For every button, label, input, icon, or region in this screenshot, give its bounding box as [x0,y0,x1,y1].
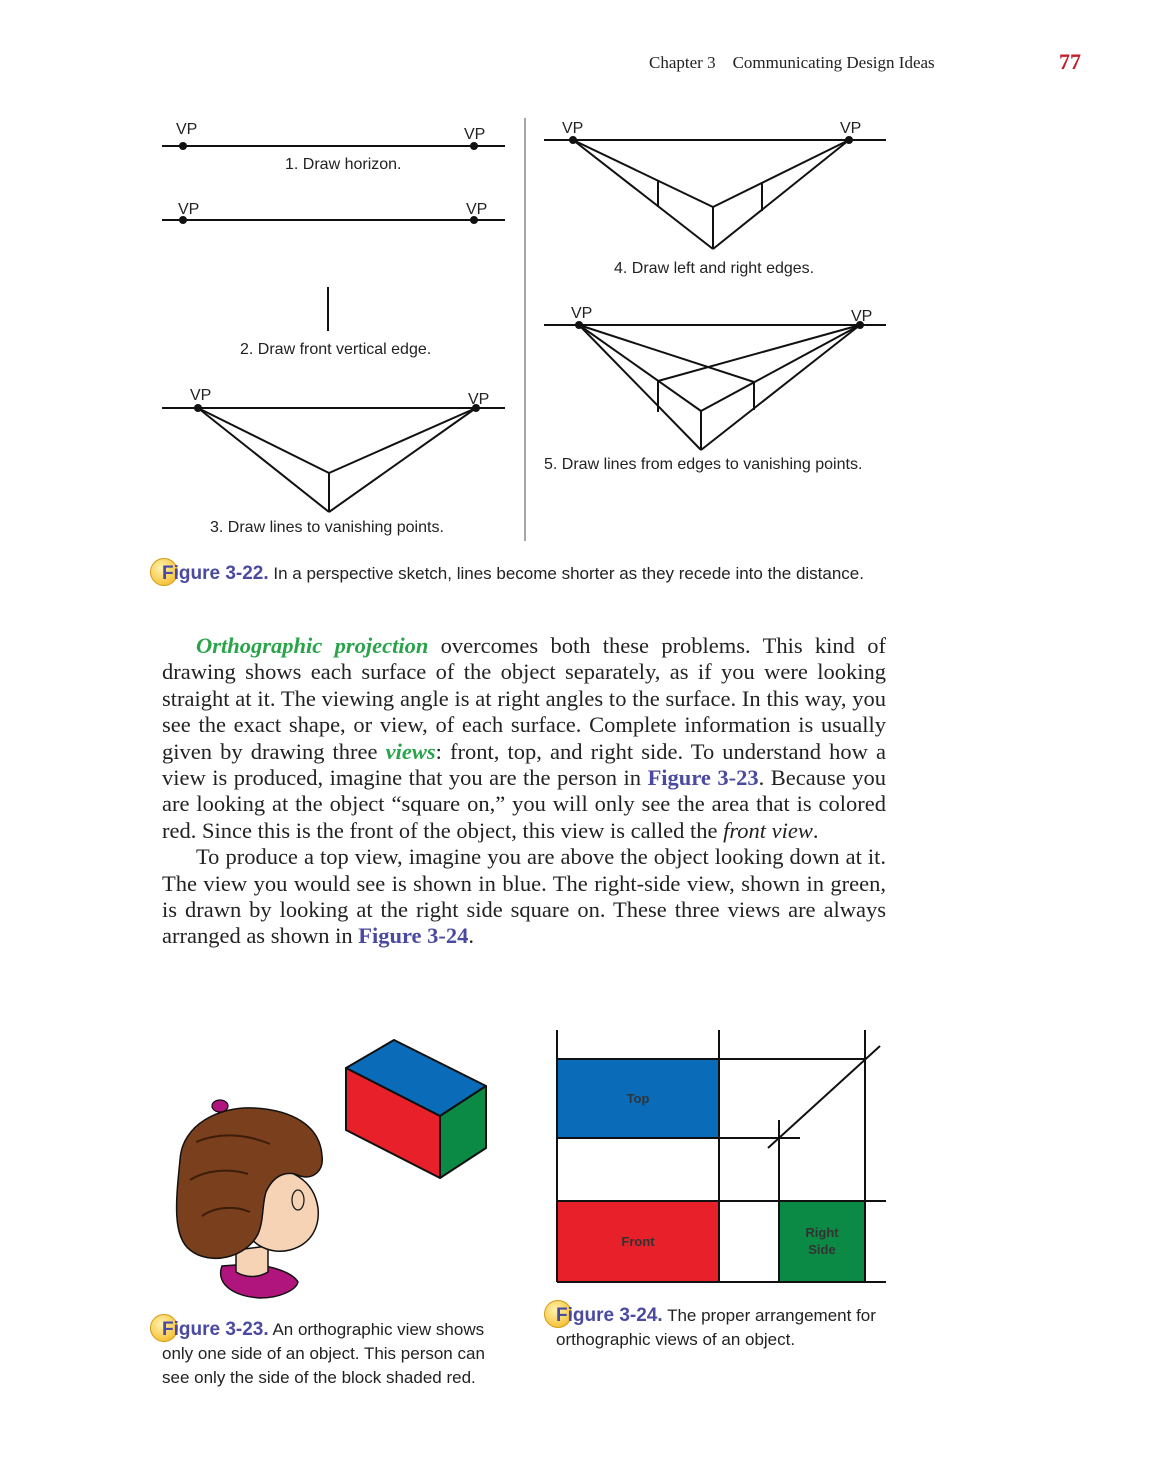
vanishing-point [470,142,478,150]
step4-line [713,140,849,249]
vp-label: VP [466,201,488,218]
step5-line [579,325,701,450]
step3-line [329,408,476,473]
figure-3-24-reference: Figure 3-24 [358,923,469,949]
page-number: 77 [1059,49,1081,74]
vp-label: VP [468,391,490,408]
step-3-label: 3. Draw lines to vanishing points. [210,519,444,536]
figure-3-24-label: Figure 3-24. [556,1305,663,1326]
vp-label: VP [571,305,593,322]
figure-3-23-text: An orthographic view shows only one side of an object. This person can see only the side of the block shaded red. [162,1320,485,1387]
vanishing-point [845,136,853,144]
step5-line [658,325,860,381]
vp-label: VP [178,201,200,218]
vanishing-point [179,142,187,150]
vp-label: VP [562,120,584,137]
figure-3-23-label: Figure 3-23. [162,1319,269,1340]
step-5-label: 5. Draw lines from edges to vanishing points. [544,456,863,473]
vp-label: VP [190,387,212,404]
vp-label: VP [840,120,862,137]
figure-badge-icon [162,562,269,586]
figure-3-23-reference: Figure 3-23 [647,765,759,791]
body-text [162,633,886,950]
vp-label: VP [464,126,486,143]
step3-line [198,408,329,473]
vp-label: VP [851,308,873,325]
figure-3-22-label: Figure 3-22. [162,563,269,584]
figure-3-22-caption [162,562,922,586]
step5-line [579,325,701,411]
hair-bow-icon [212,1100,228,1112]
term-views: views [385,738,436,764]
step-4-label: 4. Draw left and right edges. [614,260,815,277]
step4-line [573,140,713,207]
step5-line [701,325,860,411]
step3-line [329,408,476,512]
paragraph-2: To produce a top view, imagine you are above the object looking down at it. The view you would see is shown in blue. The right-side view, shown in green, is drawn by looking at the right side square on. These three views are always arranged as shown in Figure 3-24. [162,844,886,949]
figure-3-24-caption [556,1304,896,1352]
figure-3-24-text: The proper arrangement for orthographic views of an object. [556,1306,876,1349]
term-orthographic-projection: Orthographic projection [196,633,429,658]
right-side-label-line2: Side [808,1242,836,1257]
figure-3-22-text: In a perspective sketch, lines become shorter as they recede into the distance. [268,564,864,583]
vanishing-point [575,321,583,329]
chapter-title: Communicating Design Ideas [732,53,935,72]
figure-3-23-illustration [150,1020,510,1310]
person-illustration [177,1100,323,1298]
top-view-label: Top [626,1091,650,1106]
person-ear [292,1190,304,1210]
figure-3-24-diagram [540,1020,900,1300]
figure-3-22-drawing [0,0,1161,560]
miter-line [768,1046,880,1148]
paragraph-1: Orthographic projection overcomes both these problems. This kind of drawing shows each surface of the object separately, as if you were looking straight at it. The viewing angle is at right angles to the surface. In this way, you see the exact shape, or view, of each surface. Complete information is usually given by drawing three views: front, top, and right side. To understand how a view is produced, imagine that you are the person in Figure 3-23. Because you are looking at the object “square on,” you will only see the area that is colored red. Since this is the front of the object, this view is called the front view. [162,633,886,843]
right-side-label-line1: Right [805,1225,839,1240]
chapter-number: Chapter 3 [649,53,716,72]
step5-line [701,325,860,450]
figure-badge-icon [162,1318,269,1342]
front-view-emphasis: front view [723,817,813,843]
figure-badge-icon [556,1304,663,1328]
orthographic-block [346,1040,486,1178]
front-view-label: Front [621,1234,655,1249]
step5-line [579,325,754,382]
vanishing-point [569,136,577,144]
step4-line [713,140,849,207]
figure-3-23-caption [162,1318,507,1390]
vp-label: VP [176,121,198,138]
step-1-label: 1. Draw horizon. [285,156,402,173]
vanishing-point [194,404,202,412]
step-2-label: 2. Draw front vertical edge. [240,341,432,358]
step4-line [573,140,713,249]
step3-line [198,408,329,512]
